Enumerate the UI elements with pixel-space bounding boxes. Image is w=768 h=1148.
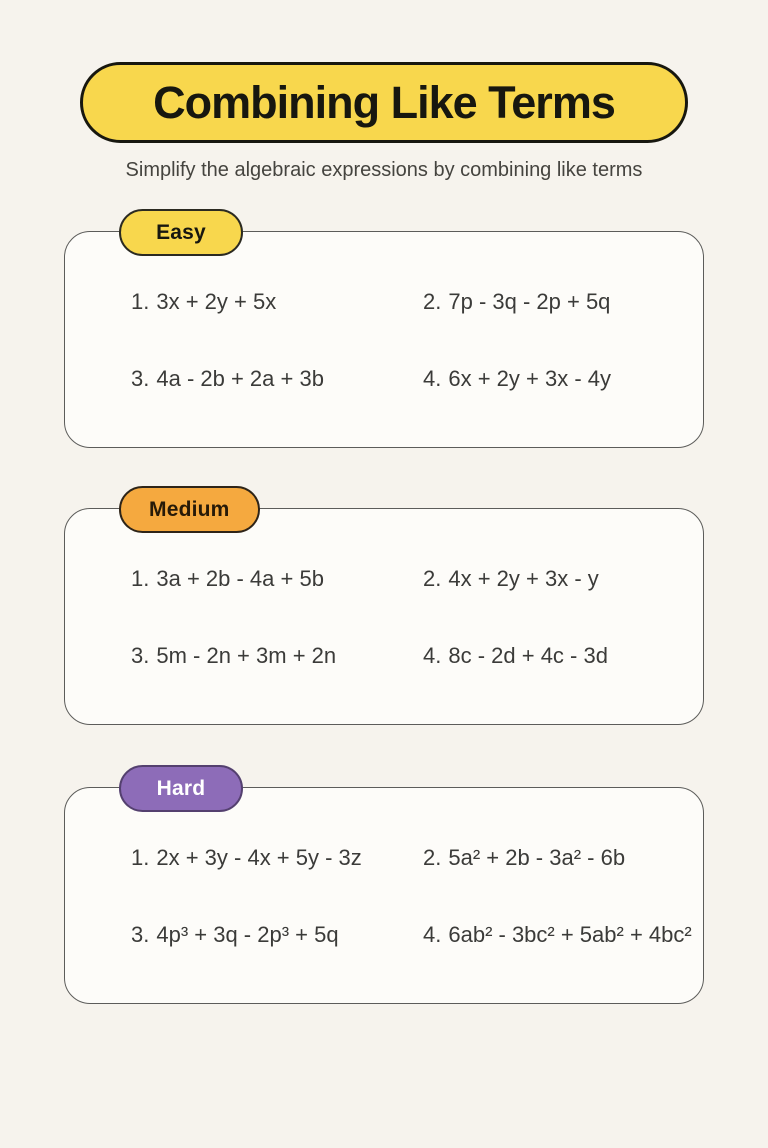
problem-number: 1. xyxy=(131,845,150,870)
problem-expression: 4x + 2y + 3x - y xyxy=(448,566,599,591)
problem-expression: 6ab² - 3bc² + 5ab² + 4bc² xyxy=(448,922,692,947)
problem-number: 2. xyxy=(423,289,442,314)
subtitle: Simplify the algebraic expressions by combining like terms xyxy=(125,159,643,181)
problem-number: 3. xyxy=(131,643,150,668)
problem-item xyxy=(423,566,693,592)
problem-item xyxy=(131,366,423,392)
title-banner xyxy=(80,62,688,143)
problem-number: 2. xyxy=(423,845,442,870)
problem-item xyxy=(423,366,693,392)
medium-problems xyxy=(65,509,703,669)
problem-item xyxy=(423,922,693,948)
problem-expression: 3x + 2y + 5x xyxy=(156,289,277,314)
problem-item xyxy=(423,845,693,871)
problem-expression: 8c - 2d + 4c - 3d xyxy=(448,643,608,668)
problem-expression: 5m - 2n + 3m + 2n xyxy=(156,643,337,668)
problem-number: 1. xyxy=(131,566,150,591)
problem-expression: 4p³ + 3q - 2p³ + 5q xyxy=(156,922,339,947)
problem-number: 3. xyxy=(131,922,150,947)
problem-expression: 4a - 2b + 2a + 3b xyxy=(156,366,324,391)
problem-expression: 6x + 2y + 3x - 4y xyxy=(448,366,611,391)
problem-item xyxy=(131,289,423,315)
hard-badge: Hard xyxy=(119,765,243,812)
problem-item xyxy=(131,566,423,592)
problem-item xyxy=(131,922,423,948)
section-easy xyxy=(64,220,704,448)
problem-expression: 3a + 2b - 4a + 5b xyxy=(156,566,324,591)
medium-badge: Medium xyxy=(119,486,260,533)
section-hard xyxy=(64,776,704,1004)
problem-number: 4. xyxy=(423,366,442,391)
problem-expression: 7p - 3q - 2p + 5q xyxy=(448,289,611,314)
problem-item xyxy=(131,845,423,871)
problem-number: 4. xyxy=(423,643,442,668)
problem-number: 2. xyxy=(423,566,442,591)
section-medium xyxy=(64,497,704,725)
problem-item xyxy=(131,643,423,669)
easy-problems xyxy=(65,232,703,392)
problem-item xyxy=(423,289,693,315)
problem-expression: 5a² + 2b - 3a² - 6b xyxy=(448,845,626,870)
hard-problems xyxy=(65,788,703,948)
problem-expression: 2x + 3y - 4x + 5y - 3z xyxy=(156,845,362,870)
easy-badge: Easy xyxy=(119,209,243,256)
problem-number: 1. xyxy=(131,289,150,314)
page-title: Combining Like Terms xyxy=(153,76,615,128)
problem-number: 3. xyxy=(131,366,150,391)
problem-item xyxy=(423,643,693,669)
problem-number: 4. xyxy=(423,922,442,947)
